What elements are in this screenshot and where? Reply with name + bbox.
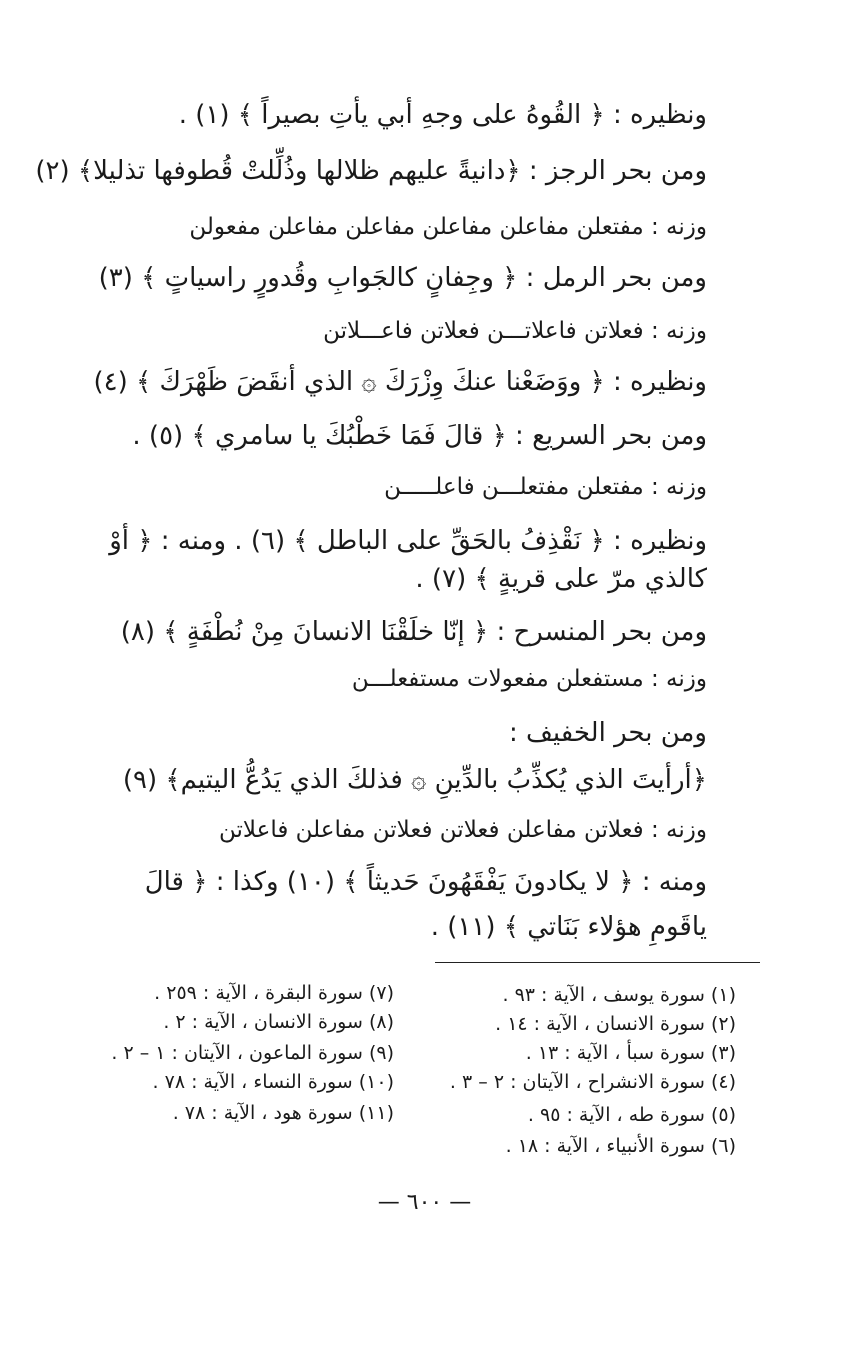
footnote: (١) سورة يوسف ، الآية : ٩٣ . — [502, 984, 736, 1006]
body-line: ومن بحر المنسرح : ﴿ إنّا خلَقْنَا الانسانَ مِنْ نُطْفَةٍ ﴾ (٨) — [120, 617, 707, 647]
footnote: (٤) سورة الانشراح ، الآيتان : ٢ – ٣ . — [449, 1071, 736, 1093]
footnote: (٩) سورة الماعون ، الآيتان : ١ – ٢ . — [111, 1042, 394, 1064]
body-line: ونظيره : ﴿ نَقْذِفُ بالحَقِّ على الباطل ﴾ (٦) . ومنه : ﴿ أوْ — [109, 526, 707, 556]
meter-line: وزنه : مفتعلن مفتعلـــن فاعلـــــن — [384, 474, 707, 500]
body-line: ياقَومِ هؤلاء بَنَاتي ﴾ (١١) . — [430, 912, 707, 942]
body-line: ونظيره : ﴿ ووَضَعْنا عنكَ وِزْرَكَ ۞ الذي أنقَضَ ظَهْرَكَ ﴾ (٤) — [93, 367, 707, 397]
body-line: كالذي مرّ على قريةٍ ﴾ (٧) . — [415, 564, 707, 594]
footnote: (١٠) سورة النساء ، الآية : ٧٨ . — [152, 1071, 394, 1093]
footnote: (٦) سورة الأنبياء ، الآية : ١٨ . — [505, 1135, 736, 1157]
body-line: ومن بحر الرجز : ﴿دانيةً عليهم ظلالها وذُلِّلتْ قُطوفها تذليلا﴾ (٢) — [35, 156, 707, 186]
footnote: (٥) سورة طه ، الآية : ٩٥ . — [527, 1104, 736, 1126]
body-line: ونظيره : ﴿ القُوهُ على وجهِ أبي يأتِ بصيراً ﴾ (١) . — [178, 100, 707, 130]
footnote: (٣) سورة سبأ ، الآية : ١٣ . — [525, 1042, 736, 1064]
body-line: ومن بحر السريع : ﴿ قالَ فَمَا خَطْبُكَ يا سامري ﴾ (٥) . — [132, 421, 707, 451]
meter-line: وزنه : فعلاتن مفاعلن فعلاتن فعلاتن مفاعلن فاعلاتن — [218, 817, 707, 843]
footnote: (٢) سورة الانسان ، الآية : ١٤ . — [495, 1013, 736, 1035]
meter-line: وزنه : مستفعلن مفعولات مستفعلـــن — [351, 666, 707, 692]
body-line: ومنه : ﴿ لا يكادونَ يَفْقَهُونَ حَديثاً ﴾ (١٠) وكذا : ﴿ قالَ — [144, 867, 707, 897]
footnote: (٧) سورة البقرة ، الآية : ٢٥٩ . — [154, 982, 394, 1004]
page-number: — ٦٠٠ — — [377, 1190, 472, 1215]
footnote: (٨) سورة الانسان ، الآية : ٢ . — [163, 1011, 394, 1033]
body-line: ومن بحر الرمل : ﴿ وجِفانٍ كالجَوابِ وقُدورٍ راسياتٍ ﴾ (٣) — [98, 263, 707, 293]
body-line: ﴿أرأيتَ الذي يُكذِّبُ بالدِّينِ ۞ فذلكَ الذي يَدُعُّ اليتيم﴾ (٩) — [122, 765, 707, 795]
meter-line: وزنه : فعلاتن فاعلاتـــن فعلاتن فاعـــلاتن — [323, 318, 707, 344]
meter-line: وزنه : مفتعلن مفاعلن مفاعلن مفاعلن مفاعلن مفعولن — [189, 214, 707, 240]
footnote: (١١) سورة هود ، الآية : ٧٨ . — [172, 1102, 394, 1124]
body-line: ومن بحر الخفيف : — [508, 718, 707, 748]
footnote-separator — [435, 962, 760, 963]
